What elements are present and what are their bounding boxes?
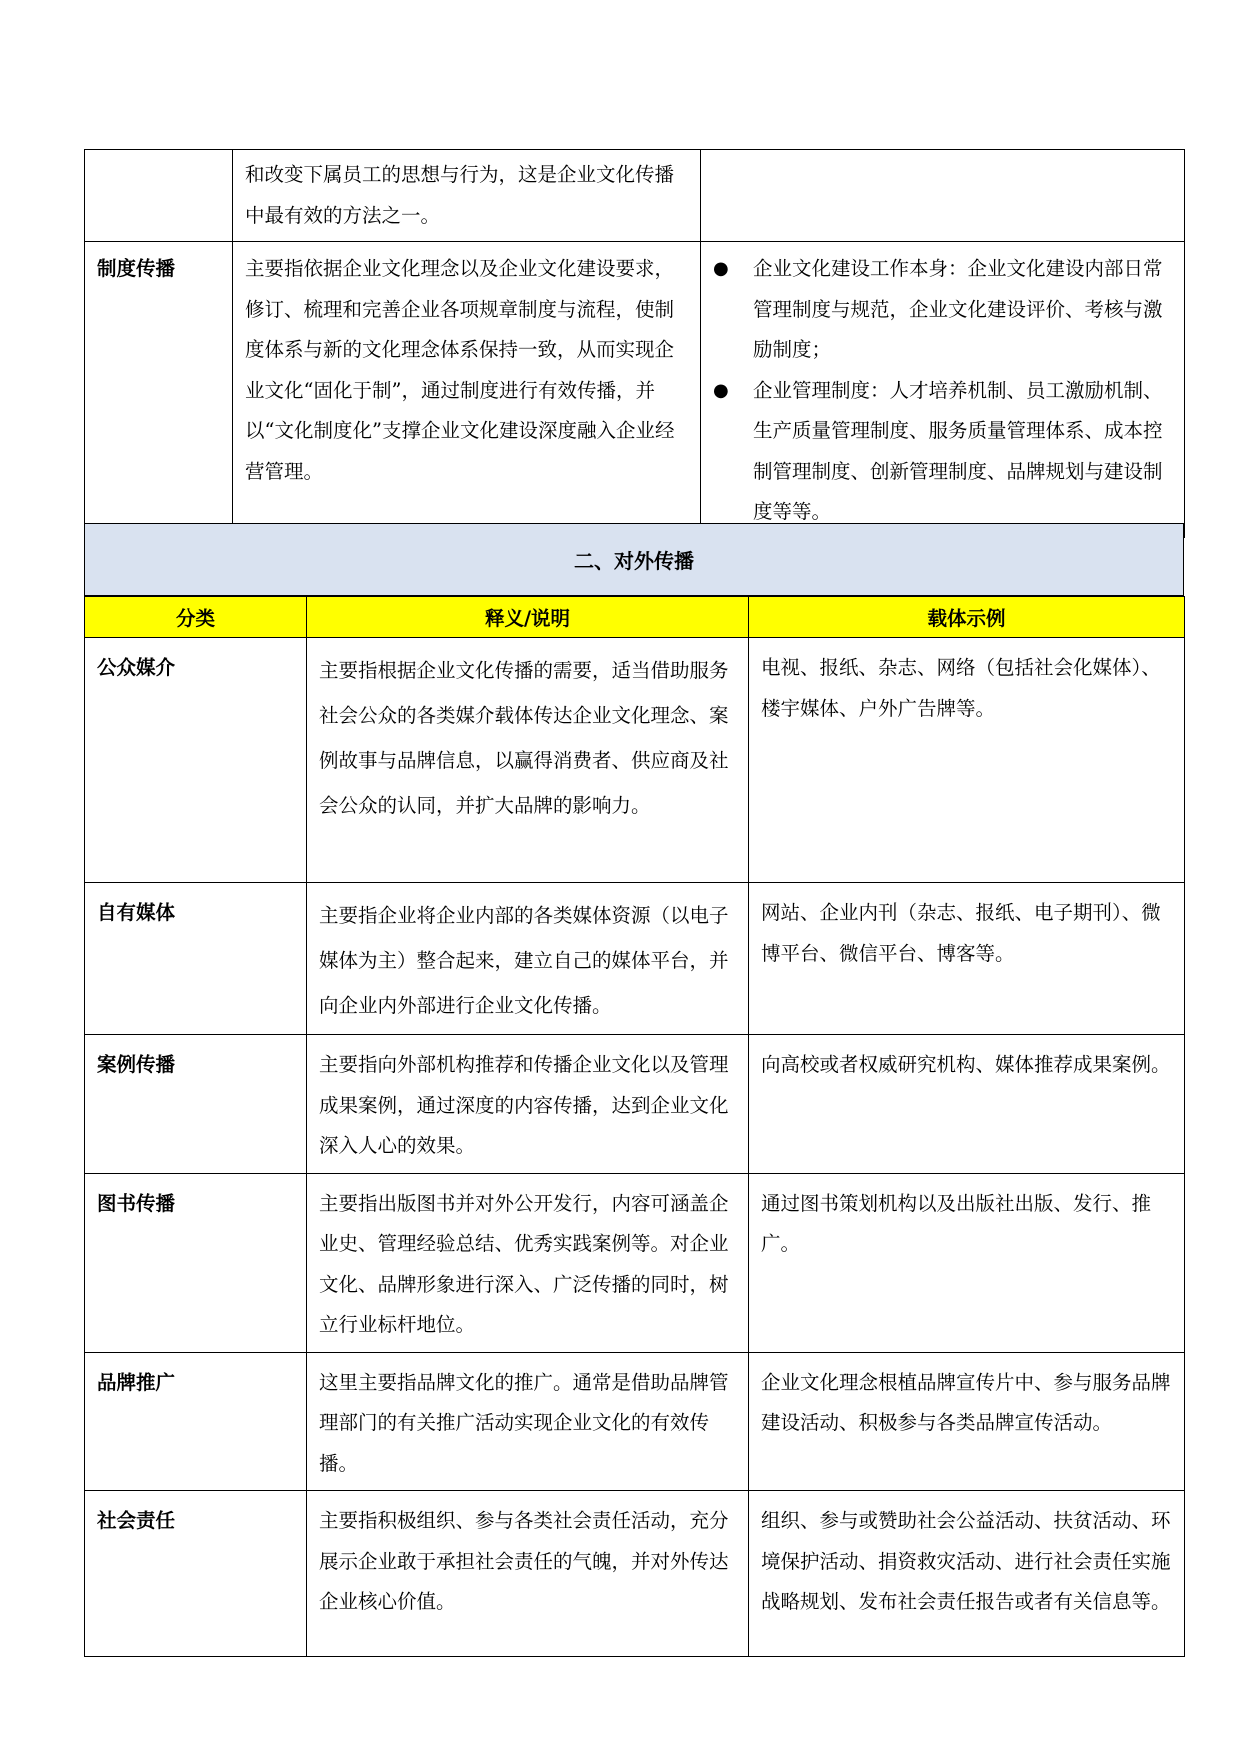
category-cell: 公众媒介 <box>85 638 307 883</box>
section-title: 二、对外传播 <box>84 523 1184 596</box>
column-header-category: 分类 <box>85 597 307 638</box>
examples-cell: 网站、企业内刊（杂志、报纸、电子期刊）、微博平台、微信平台、博客等。 <box>749 883 1185 1035</box>
description-cell: 主要指依据企业文化理念以及企业文化建设要求，修订、梳理和完善企业各项规章制度与流程，使制度体系与新的文化理念体系保持一致，从而实现企业文化“固化于制”，通过制度进行有效传播，并以“文化制度化”支撑企业文化建设深度融入企业经营管理。 <box>233 242 701 538</box>
description-cell: 主要指积极组织、参与各类社会责任活动，充分展示企业敢于承担社会责任的气魄，并对外传达企业核心价值。 <box>307 1491 749 1657</box>
category-cell: 品牌推广 <box>85 1352 307 1491</box>
description-cell: 主要指企业将企业内部的各类媒体资源（以电子媒体为主）整合起来，建立自己的媒体平台，并向企业内外部进行企业文化传播。 <box>307 883 749 1035</box>
description-cell: 这里主要指品牌文化的推广。通常是借助品牌管理部门的有关推广活动实现企业文化的有效传播。 <box>307 1352 749 1491</box>
table-row <box>85 1173 1185 1352</box>
examples-cell <box>701 150 1185 242</box>
examples-cell: 企业文化理念根植品牌宣传片中、参与服务品牌建设活动、积极参与各类品牌宣传活动。 <box>749 1352 1185 1491</box>
table-row <box>85 1491 1185 1657</box>
category-cell: 制度传播 <box>85 242 233 538</box>
examples-cell: 向高校或者权威研究机构、媒体推荐成果案例。 <box>749 1035 1185 1174</box>
description-cell: 主要指根据企业文化传播的需要，适当借助服务社会公众的各类媒介载体传达企业文化理念、案例故事与品牌信息，以赢得消费者、供应商及社会公众的认同，并扩大品牌的影响力。 <box>307 638 749 883</box>
category-cell: 图书传播 <box>85 1173 307 1352</box>
category-cell: 自有媒体 <box>85 883 307 1035</box>
internal-communication-table-continued <box>84 149 1185 538</box>
external-communication-table <box>84 596 1185 1657</box>
description-cell: 和改变下属员工的思想与行为，这是企业文化传播中最有效的方法之一。 <box>233 150 701 242</box>
table-row <box>85 638 1185 883</box>
examples-cell: 组织、参与或赞助社会公益活动、扶贫活动、环境保护活动、捐资救灾活动、进行社会责任实施战略规划、发布社会责任报告或者有关信息等。 <box>749 1491 1185 1657</box>
bullet-list <box>713 249 1174 533</box>
category-cell <box>85 150 233 242</box>
column-header-examples: 载体示例 <box>749 597 1185 638</box>
header-row <box>85 597 1185 638</box>
list-item: ● 企业文化建设工作本身：企业文化建设内部日常管理制度与规范，企业文化建设评价、考核与激励制度； <box>713 249 1174 371</box>
description-cell: 主要指出版图书并对外公开发行，内容可涵盖企业史、管理经验总结、优秀实践案例等。对企业文化、品牌形象进行深入、广泛传播的同时，树立行业标杆地位。 <box>307 1173 749 1352</box>
examples-cell: 电视、报纸、杂志、网络（包括社会化媒体）、楼宇媒体、户外广告牌等。 <box>749 638 1185 883</box>
table-row <box>85 1352 1185 1491</box>
column-header-description: 释义/说明 <box>307 597 749 638</box>
examples-cell: 通过图书策划机构以及出版社出版、发行、推广。 <box>749 1173 1185 1352</box>
list-item: ● 企业管理制度：人才培养机制、员工激励机制、生产质量管理制度、服务质量管理体系、成本控制管理制度、创新管理制度、品牌规划与建设制度等等。 <box>713 371 1174 533</box>
examples-cell <box>701 242 1185 538</box>
category-cell: 社会责任 <box>85 1491 307 1657</box>
table-row <box>85 150 1185 242</box>
description-cell: 主要指向外部机构推荐和传播企业文化以及管理成果案例，通过深度的内容传播，达到企业文化深入人心的效果。 <box>307 1035 749 1174</box>
table-row <box>85 242 1185 538</box>
table-row <box>85 1035 1185 1174</box>
table-row <box>85 883 1185 1035</box>
category-cell: 案例传播 <box>85 1035 307 1174</box>
